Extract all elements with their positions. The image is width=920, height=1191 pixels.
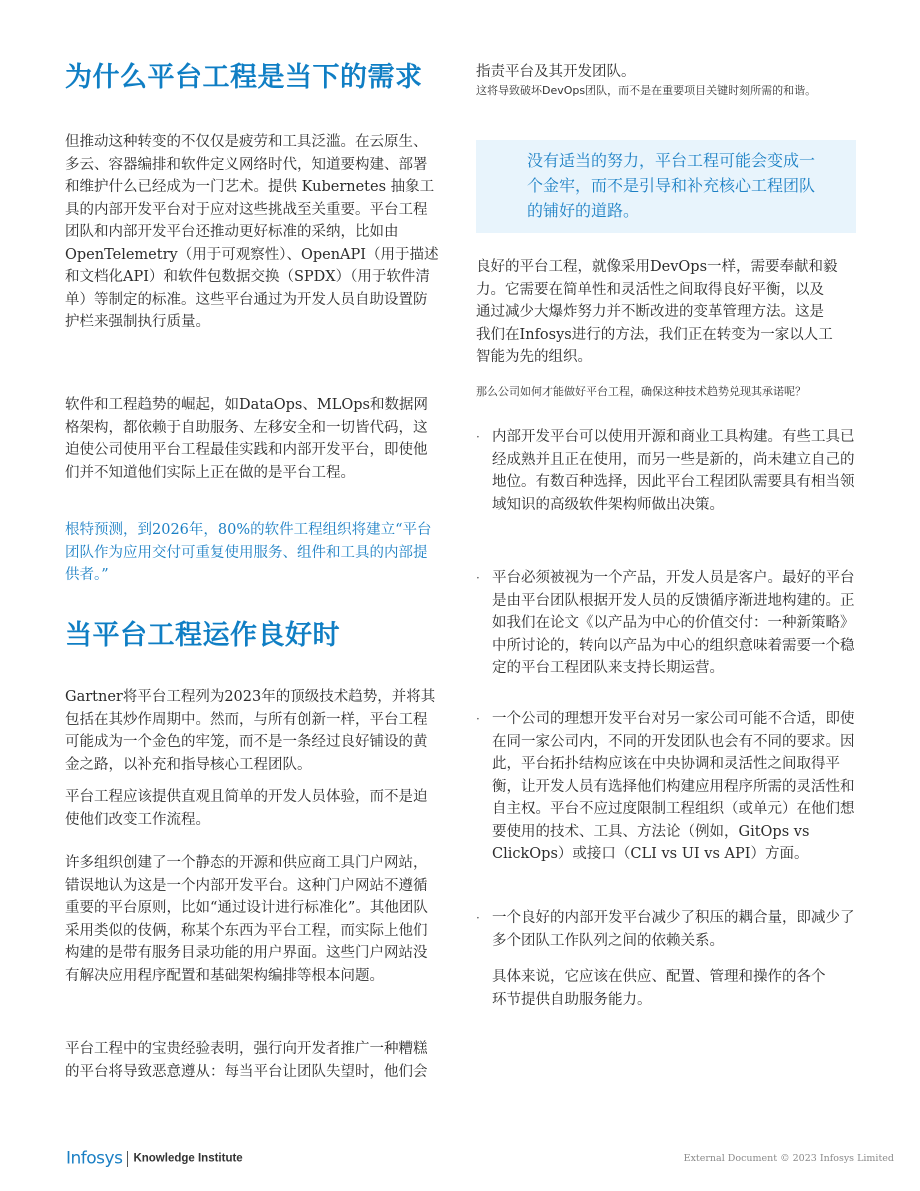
bullet-marker: · — [476, 430, 480, 444]
paragraph-trends: 软件和工程趋势的崛起，如DataOps、MLOps和数据网格架构，都依赖于自助服务、左移安全和一切皆代码，这迫使公司使用平台工程最佳实践和内部开发平台，即使他们并不知道他们实际上正在做的是平台工程。 — [65, 397, 428, 481]
bullet-marker: · — [476, 712, 480, 726]
logo-divider — [127, 1151, 128, 1167]
bullet-text: 内部开发平台可以使用开源和商业工具构建。有些工具已经成熟并且正在使用，而另一些是新的，尚未建立自己的地位。有数百种选择，因此平台工程团队需要具有相当领域知识的高级软件架构师做出决策。 — [492, 429, 855, 513]
paragraph-gartner-trend: Gartner将平台工程列为2023年的顶级技术趋势，并将其包括在其炒作周期中。然而，与所有创新一样，平台工程可能成为一个金色的牢笼，而不是一条经过良好铺设的黄金之路，以补充和指导核心工程团队。 — [65, 689, 436, 773]
bullet-marker: · — [476, 571, 480, 585]
paragraph-continuation: 指责平台及其开发团队。 — [476, 64, 636, 80]
paragraph-portals: 许多组织创建了一个静态的开源和供应商工具门户网站，错误地认为这是一个内部开发平台。这种门户网站不遵循重要的平台原则，比如“通过设计进行标准化”。其他团队采用类似的伎俩，称某个东西为平台工程，而实际上他们构建的是带有服务目录功能的用户界面。这些门户网站没有解决应用程序配置和基础架构编排等根本问题。 — [65, 855, 428, 984]
bullet-text: 平台必须被视为一个产品，开发人员是客户。最好的平台是由平台团队根据开发人员的反馈循序渐进地构建的。正如我们在论文《以产品为中心的价值交付：一种新策略》中所讨论的，转向以产品为中心的组织意味着需要一个稳定的平台工程团队来支持长期运营。 — [492, 570, 855, 676]
bullet-continuation: 具体来说，它应该在供应、配置、管理和操作的各个环节提供自助服务能力。 — [492, 969, 826, 1008]
bullet-text: 一个公司的理想开发平台对另一家公司可能不合适，即使在同一家公司内，不同的开发团队也会有不同的要求。因此，平台拓扑结构应该在中央协调和灵活性之间取得平衡，让开发人员有选择他们构建应用程序所需的灵活性和自主权。平台不应过度限制工程组织（或单元）在他们想要使用的技术、工具、方法论（例如，GitOps vs ClickOps）或接口（CLI vs UI vs API）方面。 — [492, 711, 855, 862]
paragraph-developer-experience: 平台工程应该提供直观且简单的开发人员体验，而不是迫使他们改变工作流程。 — [65, 789, 428, 828]
note-devops-harmony: 这将导致破坏DevOps团队，而不是在重要项目关键时刻所需的和谐。 — [476, 84, 817, 97]
paragraph-lessons: 平台工程中的宝贵经验表明，强行向开发者推广一种糟糕的平台将导致恶意遵从：每当平台让团队失望时，他们会 — [65, 1041, 428, 1080]
knowledge-institute-label: Knowledge Institute — [133, 1152, 243, 1165]
paragraph-intro: 但推动这种转变的不仅仅是疲劳和工具泛滥。在云原生、多云、容器编排和软件定义网络时代，知道要构建、部署和维护什么已经成为一门艺术。提供 Kubernetes 抽象工具的内部开发平台对于应对这些挑战至关重要。平台工程团队和内部开发平台还推动更好标准的采纳，比如由 OpenTelemetry（用于可观察性）、OpenAPI（用于描述和文档化API）和软件包数据交换（SPDX）（用于软件清单）等制定的标准。这些平台通过为开发人员自助设置防护栏来强制执行质量。 — [65, 134, 439, 330]
bullet-marker: · — [476, 911, 480, 925]
infosys-logo: Infosys — [66, 1148, 123, 1169]
copyright-text: External Document © 2023 Infosys Limited — [683, 1153, 894, 1164]
footer-logo — [66, 1148, 243, 1170]
heading-why-platform-engineering: 为什么平台工程是当下的需求 — [65, 62, 423, 93]
bullet-text: 一个良好的内部开发平台减少了积压的耦合量，即减少了多个团队工作队列之间的依赖关系。 — [492, 910, 855, 949]
quote-gartner-prediction: 根特预测，到2026年，80%的软件工程组织将建立“平台团队作为应用交付可重复使用服务、组件和工具的内部提供者。” — [65, 522, 432, 583]
callout-box — [476, 140, 856, 233]
heading-when-it-works: 当平台工程运作良好时 — [65, 620, 340, 651]
callout-text: 没有适当的努力，平台工程可能会变成一个金牢，而不是引导和补充核心工程团队的铺好的道路。 — [527, 151, 816, 220]
question-how: 那么公司如何才能做好平台工程，确保这种技术趋势兑现其承诺呢？ — [476, 385, 806, 398]
paragraph-good-platform: 良好的平台工程，就像采用DevOps一样，需要奉献和毅力。它需要在简单性和灵活性之间取得良好平衡，以及通过减少大爆炸努力并不断改进的变革管理方法。这是我们在Infosys进行的方法，我们正在转变为一家以人工智能为先的组织。 — [476, 259, 838, 365]
